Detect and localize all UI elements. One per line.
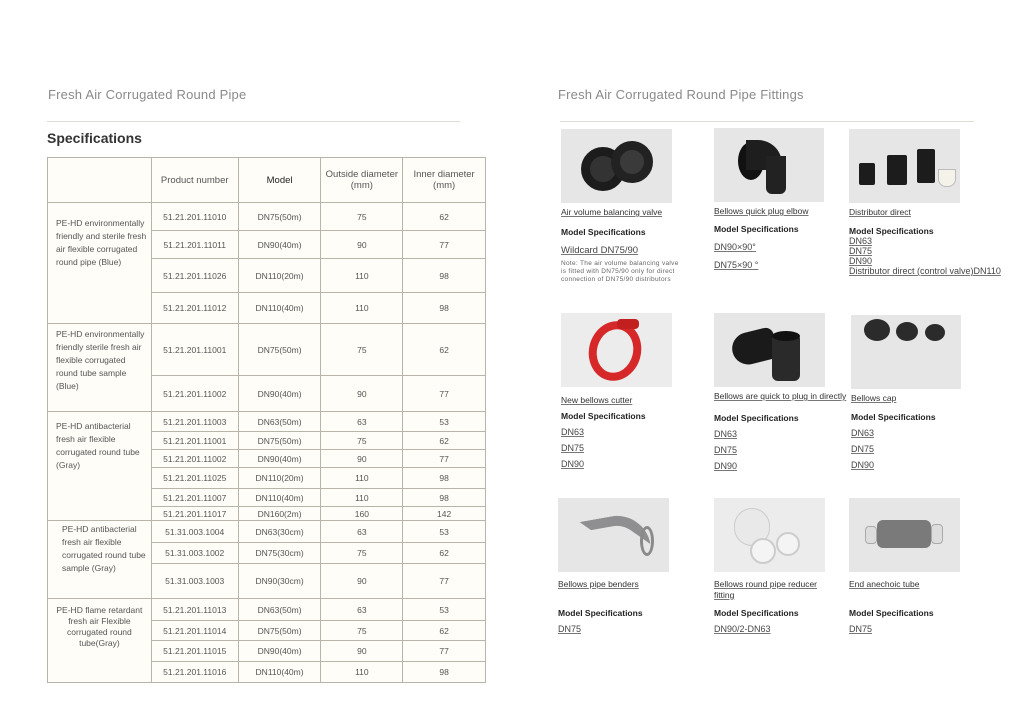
model-spec-label: Model Specifications (561, 227, 646, 237)
product-image-balancing-valve (561, 129, 672, 203)
model-cell: DN75(50m) (238, 621, 321, 641)
spec-option: DN75 (849, 624, 873, 634)
header-outside-diameter: Outside diameter (mm) (321, 158, 403, 203)
model-cell: DN63(30cm) (238, 521, 321, 543)
product-number-cell: 51.21.201.11012 (151, 293, 238, 324)
outside-diameter-cell: 110 (321, 259, 403, 293)
spec-option: DN90 (849, 256, 873, 266)
spec-option: Distributor direct (control valve)DN110 (849, 266, 1001, 276)
outside-diameter-cell: 75 (321, 543, 403, 564)
table-row (48, 203, 486, 231)
model-spec-label: Model Specifications (849, 608, 934, 618)
spec-option: DN90 (561, 459, 585, 469)
model-cell: DN160(2m) (238, 507, 321, 521)
spec-option: DN90 (851, 460, 875, 470)
inner-diameter-cell: 77 (403, 641, 486, 662)
model-spec-label: Model Specifications (714, 224, 799, 234)
product-name: Bellows cap (851, 393, 897, 403)
inner-diameter-cell: 142 (403, 507, 486, 521)
product-number-cell: 51.21.201.11014 (151, 621, 238, 641)
inner-diameter-cell: 77 (403, 450, 486, 468)
model-cell: DN63(50m) (238, 412, 321, 432)
category-cell: PE-HD environmentally friendly and sterile fresh air flexible corrugated round pipe (Blue) (48, 203, 152, 324)
outside-diameter-cell: 110 (321, 489, 403, 507)
product-number-cell: 51.21.201.11002 (151, 450, 238, 468)
spec-option: DN90/2-DN63 (714, 624, 771, 634)
category-cell: PE-HD flame retardant fresh air Flexible corrugated round tube(Gray) (48, 599, 152, 683)
spec-option: DN75 (561, 443, 585, 453)
product-number-cell: 51.21.201.11010 (151, 203, 238, 231)
product-number-cell: 51.21.201.11025 (151, 468, 238, 489)
spec-option: DN63 (851, 428, 875, 438)
outside-diameter-cell: 63 (321, 599, 403, 621)
spec-option: DN75×90 ° (714, 260, 759, 270)
product-name: Bellows pipe benders (558, 579, 639, 589)
product-name: Bellows quick plug elbow (714, 206, 809, 216)
model-spec-label: Model Specifications (561, 411, 646, 421)
model-spec-label: Model Specifications (714, 413, 799, 423)
spec-option: DN63 (849, 236, 873, 246)
product-number-cell: 51.31.003.1003 (151, 564, 238, 599)
product-image-bender (558, 498, 669, 572)
outside-diameter-cell: 63 (321, 521, 403, 543)
model-spec-label: Model Specifications (558, 608, 643, 618)
header-model: Model (238, 158, 321, 203)
product-name: Air volume balancing valve (561, 207, 663, 217)
outside-diameter-cell: 110 (321, 662, 403, 683)
model-cell: DN90(40m) (238, 450, 321, 468)
table-row (48, 521, 486, 543)
right-section-title: Fresh Air Corrugated Round Pipe Fittings (558, 87, 804, 102)
model-cell: DN75(50m) (238, 324, 321, 376)
model-spec-label: Model Specifications (714, 608, 799, 618)
model-cell: DN110(20m) (238, 259, 321, 293)
inner-diameter-cell: 98 (403, 293, 486, 324)
product-card-air-volume-balancing-valve (561, 129, 721, 284)
table-header-row (48, 158, 486, 203)
model-cell: DN90(30cm) (238, 564, 321, 599)
outside-diameter-cell: 75 (321, 203, 403, 231)
outside-diameter-cell: 90 (321, 450, 403, 468)
product-name: New bellows cutter (561, 395, 633, 405)
spec-option: DN90 (714, 461, 738, 471)
inner-diameter-cell: 77 (403, 376, 486, 412)
product-number-cell: 51.21.201.11011 (151, 231, 238, 259)
product-number-cell: 51.21.201.11015 (151, 641, 238, 662)
spec-option: DN75 (558, 624, 582, 634)
spec-option: DN63 (561, 427, 585, 437)
product-image-reducer (714, 498, 825, 572)
inner-diameter-cell: 53 (403, 521, 486, 543)
product-number-cell: 51.21.201.11013 (151, 599, 238, 621)
model-cell: DN110(40m) (238, 293, 321, 324)
model-cell: DN90(40m) (238, 641, 321, 662)
spec-option: DN75 (851, 444, 875, 454)
product-number-cell: 51.21.201.11001 (151, 432, 238, 450)
table-row (48, 412, 486, 432)
category-cell: PE-HD antibacterial fresh air flexible corrugated round tube sample (Gray) (48, 521, 152, 599)
product-image-distributor (849, 129, 960, 203)
product-image-coupling (714, 313, 825, 387)
product-number-cell: 51.21.201.11026 (151, 259, 238, 293)
model-cell: DN75(50m) (238, 203, 321, 231)
outside-diameter-cell: 90 (321, 641, 403, 662)
inner-diameter-cell: 53 (403, 599, 486, 621)
header-product-number: Product number (151, 158, 238, 203)
model-cell: DN90(40m) (238, 231, 321, 259)
product-name: Distributor direct (849, 207, 911, 217)
product-card-bellows-cutter (561, 313, 721, 469)
model-cell: DN110(40m) (238, 662, 321, 683)
specifications-table (47, 157, 486, 683)
inner-diameter-cell: 98 (403, 489, 486, 507)
product-image-cutter (561, 313, 672, 387)
inner-diameter-cell: 98 (403, 259, 486, 293)
product-card-bellows-cap (851, 315, 1011, 470)
outside-diameter-cell: 110 (321, 293, 403, 324)
inner-diameter-cell: 62 (403, 324, 486, 376)
outside-diameter-cell: 110 (321, 468, 403, 489)
model-spec-label: Model Specifications (851, 412, 936, 422)
inner-diameter-cell: 62 (403, 203, 486, 231)
product-image-caps (851, 315, 961, 389)
inner-diameter-cell: 98 (403, 662, 486, 683)
product-name: End anechoic tube (849, 579, 920, 589)
product-number-cell: 51.21.201.11007 (151, 489, 238, 507)
inner-diameter-cell: 98 (403, 468, 486, 489)
category-cell: PE-HD antibacterial fresh air flexible corrugated round tube (Gray) (48, 412, 152, 521)
specifications-heading: Specifications (47, 130, 142, 146)
header-category (48, 158, 152, 203)
outside-diameter-cell: 90 (321, 376, 403, 412)
outside-diameter-cell: 63 (321, 412, 403, 432)
spec-option: DN90×90° (714, 242, 756, 252)
product-card-anechoic-tube (849, 498, 1009, 634)
outside-diameter-cell: 90 (321, 564, 403, 599)
inner-diameter-cell: 62 (403, 543, 486, 564)
product-number-cell: 51.21.201.11002 (151, 376, 238, 412)
product-number-cell: 51.21.201.11016 (151, 662, 238, 683)
product-image-silencer (849, 498, 960, 572)
inner-diameter-cell: 53 (403, 412, 486, 432)
outside-diameter-cell: 90 (321, 231, 403, 259)
product-card-pipe-benders (558, 498, 718, 634)
product-name: Bellows round pipe reducer fitting (714, 579, 818, 600)
left-divider (47, 121, 460, 122)
model-cell: DN75(50m) (238, 432, 321, 450)
left-section-title: Fresh Air Corrugated Round Pipe (48, 87, 247, 102)
inner-diameter-cell: 62 (403, 621, 486, 641)
model-spec-label: Model Specifications (849, 226, 934, 236)
spec-option: Wildcard DN75/90 (561, 245, 639, 256)
product-number-cell: 51.31.003.1004 (151, 521, 238, 543)
header-inner-diameter: Inner diameter (mm) (403, 158, 486, 203)
product-note: Note: The air volume balancing valve is fitted with DN75/90 only for direct connection of DN75/90 distributors (561, 260, 679, 283)
model-cell: DN110(20m) (238, 468, 321, 489)
model-cell: DN63(50m) (238, 599, 321, 621)
product-image-elbow (714, 128, 824, 202)
product-card-quick-plug-direct (714, 313, 874, 471)
outside-diameter-cell: 75 (321, 432, 403, 450)
product-number-cell: 51.21.201.11003 (151, 412, 238, 432)
outside-diameter-cell: 75 (321, 621, 403, 641)
model-cell: DN75(30cm) (238, 543, 321, 564)
product-number-cell: 51.21.201.11001 (151, 324, 238, 376)
product-number-cell: 51.31.003.1002 (151, 543, 238, 564)
spec-option: DN75 (849, 246, 873, 256)
model-cell: DN90(40m) (238, 376, 321, 412)
outside-diameter-cell: 75 (321, 324, 403, 376)
table-row (48, 599, 486, 621)
inner-diameter-cell: 62 (403, 432, 486, 450)
product-number-cell: 51.21.201.11017 (151, 507, 238, 521)
outside-diameter-cell: 160 (321, 507, 403, 521)
right-divider (560, 121, 974, 122)
spec-option: DN75 (714, 445, 738, 455)
spec-option: DN63 (714, 429, 738, 439)
category-cell: PE-HD environmentally friendly sterile fresh air flexible corrugated round tube sample (Blue) (48, 324, 152, 412)
inner-diameter-cell: 77 (403, 231, 486, 259)
inner-diameter-cell: 77 (403, 564, 486, 599)
product-name: Bellows are quick to plug in directly (714, 391, 847, 401)
table-row (48, 324, 486, 376)
product-card-distributor-direct (849, 129, 1009, 276)
model-cell: DN110(40m) (238, 489, 321, 507)
